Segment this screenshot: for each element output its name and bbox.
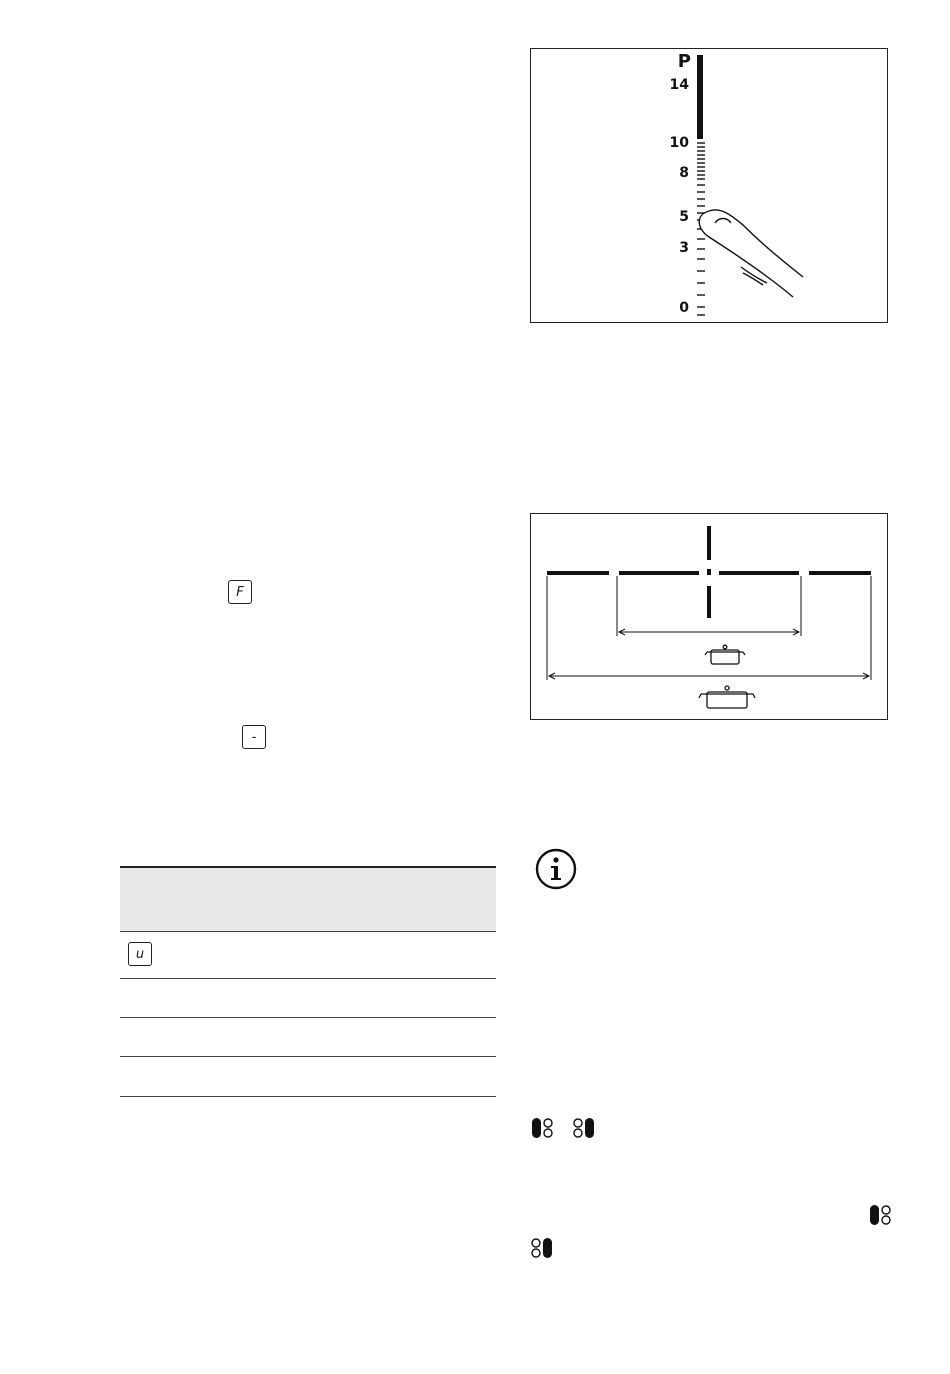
finger-touch-icon	[699, 210, 803, 297]
cooking-zone-figure	[530, 513, 888, 720]
power-scale-graphic	[531, 49, 887, 322]
left-zone-selected-icon	[869, 1203, 893, 1227]
f-symbol-key	[228, 580, 252, 604]
cooking-zone-graphic	[531, 514, 887, 719]
minus-symbol-key	[242, 725, 266, 749]
minus-symbol-text: -	[251, 729, 257, 745]
table-row	[120, 979, 496, 1018]
large-pot-icon	[699, 686, 755, 708]
scale-label-5: 5	[679, 209, 689, 225]
info-icon	[535, 848, 577, 890]
right-zone-selected-icon	[529, 1236, 553, 1260]
table-header-row	[120, 866, 496, 932]
small-pot-icon	[705, 645, 745, 664]
table-row	[120, 930, 496, 979]
power-bar-solid	[697, 55, 703, 139]
scale-label-0: 0	[679, 300, 689, 316]
power-slider-figure	[530, 48, 888, 323]
scale-label-p: P	[677, 51, 691, 72]
f-symbol-text: F	[236, 584, 244, 600]
table-row	[120, 1057, 496, 1097]
scale-label-10: 10	[669, 135, 689, 151]
u-symbol-text: u	[135, 946, 145, 962]
left-zone-selected-icon	[531, 1116, 555, 1140]
scale-label-3: 3	[679, 240, 689, 256]
table-row	[120, 1018, 496, 1057]
u-symbol-key	[128, 942, 152, 966]
scale-label-14: 14	[669, 77, 689, 93]
scale-label-8: 8	[679, 165, 689, 181]
right-zone-selected-icon	[571, 1116, 595, 1140]
